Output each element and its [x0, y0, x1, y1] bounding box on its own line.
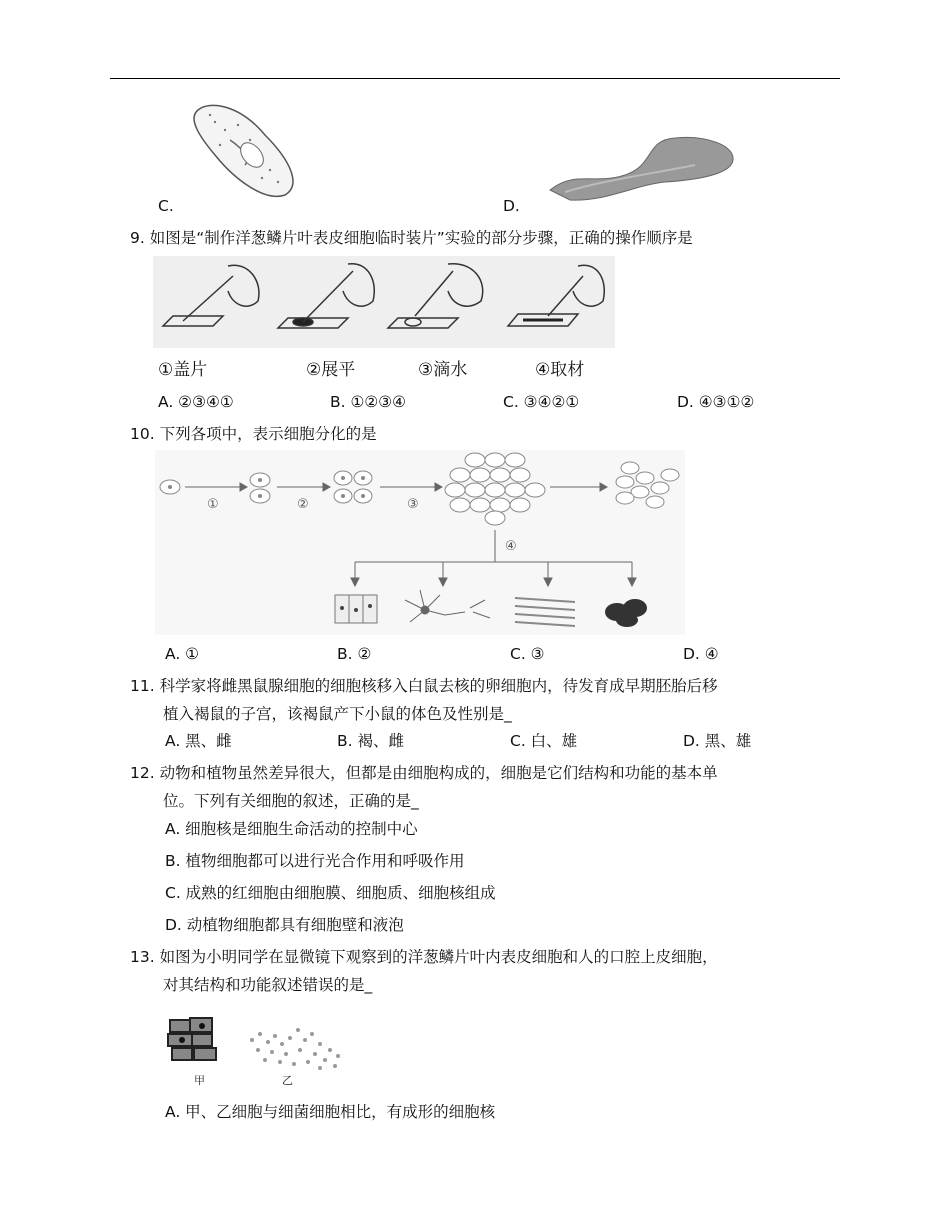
q9-caption-3: ③滴水 [418, 360, 468, 380]
q10-arrow-label-1: ① [207, 497, 219, 512]
q8-option-d: D. [503, 197, 520, 215]
q13-label-yi: 乙 [282, 1074, 293, 1087]
q9-caption-1: ①盖片 [158, 360, 208, 380]
q11-option-b: B. 褐、雌 [337, 732, 404, 750]
paramecium-figure [190, 100, 305, 200]
q11-stem-line2: 植入褐鼠的子宫，该褐鼠产下小鼠的体色及性别是_ [163, 705, 512, 723]
q9-option-a: A. ②③④① [158, 393, 234, 411]
q9-option-b: B. ①②③④ [330, 393, 407, 411]
q11-stem-line1: 11. 科学家将雌黑鼠腺细胞的细胞核移入白鼠去核的卵细胞内，待发育成早期胚胎后移 [130, 677, 718, 695]
q13-label-jia: 甲 [194, 1074, 205, 1087]
header-rule [110, 78, 840, 79]
q9-option-d: D. ④③①② [677, 393, 755, 411]
q10-option-d: D. ④ [683, 645, 719, 663]
q8-option-c: C. [158, 197, 174, 215]
q9-option-c: C. ③④②① [503, 393, 580, 411]
q13-stem-line2: 对其结构和功能叙述错误的是_ [163, 976, 373, 994]
q10-option-c: C. ③ [510, 645, 545, 663]
q12-option-b: B. 植物细胞都可以进行光合作用和呼吸作用 [165, 852, 465, 870]
q10-arrow-label-2: ② [297, 497, 309, 512]
q13-option-a: A. 甲、乙细胞与细菌细胞相比，有成形的细胞核 [165, 1103, 496, 1121]
q12-stem-line2: 位。下列有关细胞的叙述，正确的是_ [163, 792, 419, 810]
q10-option-a: A. ① [165, 645, 200, 663]
q12-option-c: C. 成熟的红细胞由细胞膜、细胞质、细胞核组成 [165, 884, 496, 902]
q13-stem-line1: 13. 如图为小明同学在显微镜下观察到的洋葱鳞片叶内表皮细胞和人的口腔上皮细胞， [130, 948, 718, 966]
q12-option-a: A. 细胞核是细胞生命活动的控制中心 [165, 820, 418, 838]
earthworm-figure [545, 130, 740, 205]
q9-caption-2: ②展平 [306, 360, 356, 380]
q9-stem: 9. 如图是“制作洋葱鳞片叶表皮细胞临时装片”实验的部分步骤，正确的操作顺序是 [130, 229, 693, 247]
slide-steps-figure [153, 256, 615, 348]
q11-option-a: A. 黑、雌 [165, 732, 232, 750]
q11-option-d: D. 黑、雄 [683, 732, 752, 750]
q11-option-c: C. 白、雄 [510, 732, 578, 750]
q9-caption-4: ④取材 [535, 360, 585, 380]
q12-option-d: D. 动植物细胞都具有细胞壁和液泡 [165, 916, 404, 934]
cell-division-figure [155, 450, 685, 635]
onion-cheek-cells-figure [160, 1010, 350, 1090]
q10-arrow-label-3: ③ [407, 497, 419, 512]
q10-stem: 10. 下列各项中，表示细胞分化的是 [130, 425, 377, 443]
q12-stem-line1: 12. 动物和植物虽然差异很大，但都是由细胞构成的，细胞是它们结构和功能的基本单 [130, 764, 718, 782]
q10-arrow-label-4: ④ [505, 539, 517, 554]
q10-option-b: B. ② [337, 645, 372, 663]
